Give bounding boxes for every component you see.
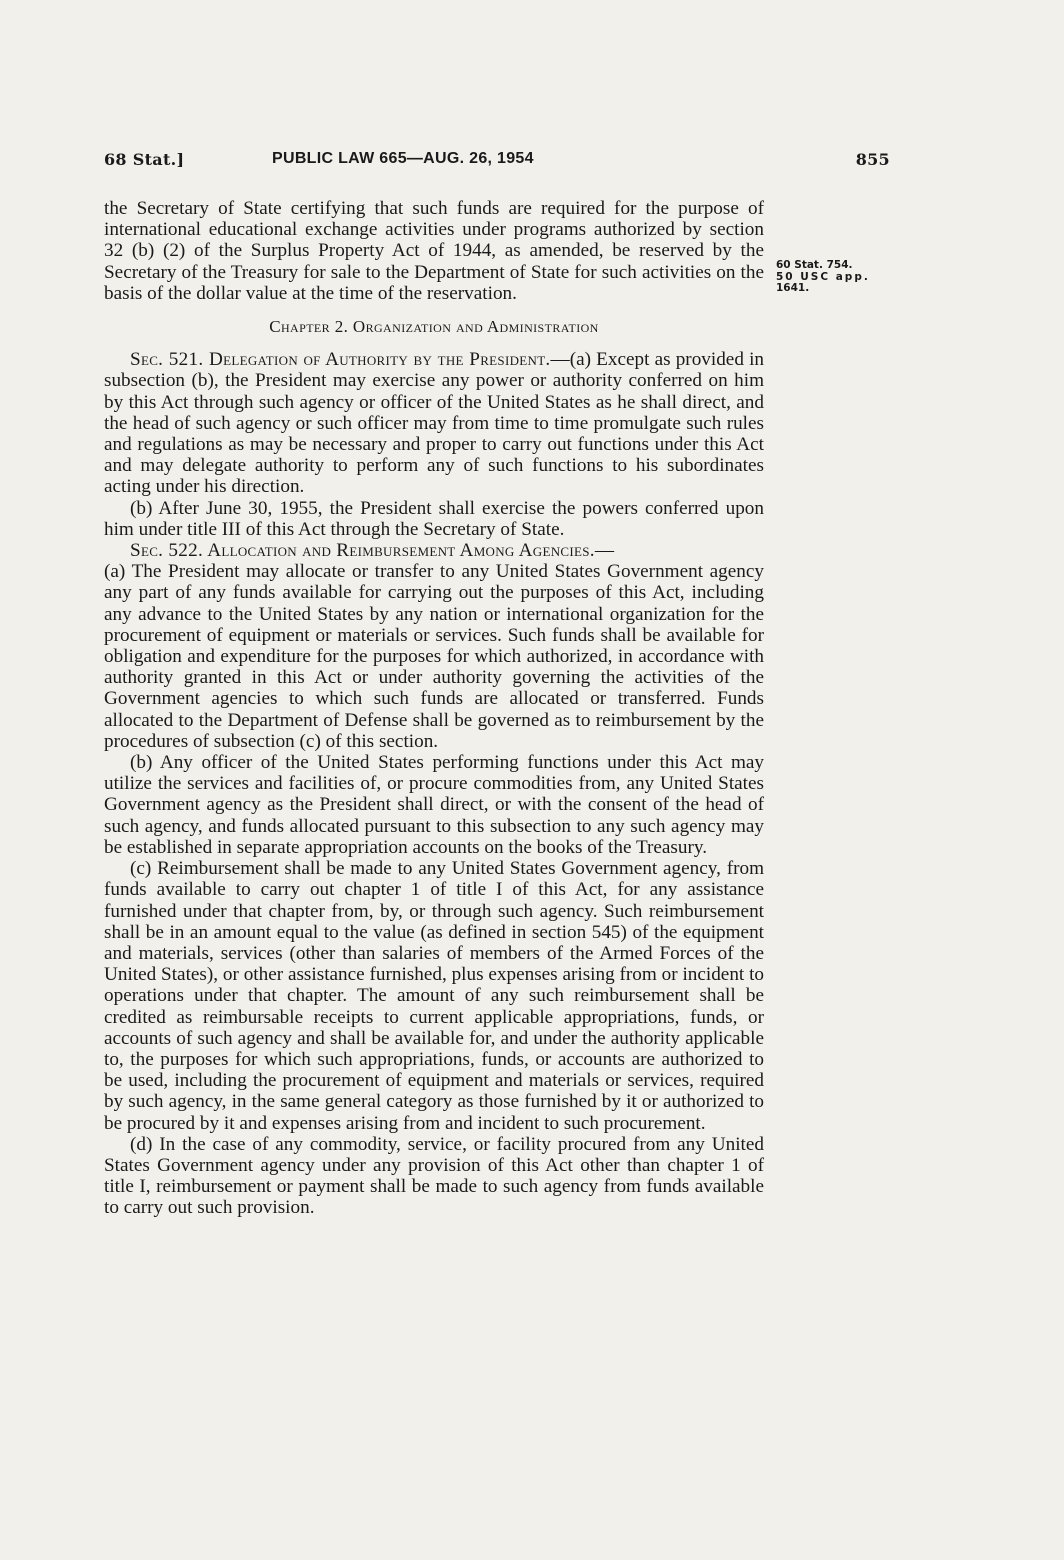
section-522-heading-line (104, 540, 764, 561)
section-522-a: (a) The President may allocate or transfer to any United States Government agency any part of any funds available for carrying out the purposes of this Act, including any advance to the United States by any nation or international organization for the procurement of equipment or materials or services. Such funds shall be available for obligation and expenditure for the purposes for which authorized, in accordance with authority granted in this Act or under authority governing the activities of the Government agencies to which such funds are allocated or transferred. Funds allocated to the Department of Defense shall be governed as to reimbursement by the procedures of subsection (c) of this section. (104, 561, 764, 752)
margin-citation-line: 50 USC app. (776, 270, 870, 283)
page-number: 855 (855, 150, 890, 169)
section-521-heading: Sec. 521. Delegation of Authority by the President. (130, 349, 551, 371)
section-521-b: (b) After June 30, 1955, the President shall exercise the powers conferred upon him under title III of this Act through the Secretary of State. (104, 497, 764, 540)
section-522-b: (b) Any officer of the United States performing functions under this Act may utilize the services and facilities of, or procure commodities from, any United States Government agency as the President shall direct, or with the consent of the head of such agency, and funds allocated pursuant to this subsection to any such agency may be established in separate appropriation accounts on the books of the Treasury. (104, 752, 764, 858)
page-body (104, 198, 764, 1219)
section-522-heading: Sec. 522. Allocation and Reimbursement Among Agencies. (130, 540, 595, 562)
margin-citation-line: 60 Stat. 754. (776, 259, 853, 271)
margin-citation (776, 260, 926, 295)
margin-citation-line: 1641. (776, 282, 810, 294)
section-521-a (104, 349, 764, 497)
chapter-heading: Chapter 2. Organization and Administration (269, 317, 599, 337)
section-522-heading-dash: — (594, 540, 615, 562)
section-522-c: (c) Reimbursement shall be made to any United States Government agency, from funds available to carry out chapter 1 of title I of this Act, for any assistance furnished under that chapter from, by, or through such agency. Such reimbursement shall be in an amount equal to the value (as defined in section 545) of the equipment and materials, services (other than salaries of members of the Armed Forces of the United States), or other assistance furnished, plus expenses arising from or incident to operations under that chapter. The amount of any such reimbursement shall be credited as reimbursable receipts to current applicable appropriations, funds, or accounts of such agency and shall be available for, and under the authority applicable to, the purposes for which such appropriations, funds, or accounts are authorized to be used, including the procurement of equipment and materials or services, required by such agency, in the same general category as those furnished by it or authorized to be procured by it and expenses arising from and incident to such procurement. (104, 858, 764, 1134)
running-title: PUBLIC LAW 665—AUG. 26, 1954 (272, 150, 534, 167)
page-header (104, 150, 890, 174)
section-522-d: (d) In the case of any commodity, service, or facility procured from any United States Government agency under any provision of this Act other than chapter 1 of title I, reimbursement or payment shall be made to such agency from funds available to carry out such provision. (104, 1133, 764, 1219)
statute-volume: 68 Stat.] (104, 150, 185, 169)
section-521-a-text: —(a) Except as provided in subsection (b), the President may exercise any power or authority conferred on him by this Act through such agency or officer of the United States as he shall direct, and the head of such agency or such officer may from time to time promulgate such rules and regulations as may be necessary and proper to carry out functions under this Act and may delegate authority to perform any of such functions to his subordinates acting under his direction. (104, 349, 764, 498)
continued-paragraph: the Secretary of State certifying that such funds are required for the purpose of international educational exchange activities under programs authorized by section 32 (b) (2) of the Surplus Property Act of 1944, as amended, be reserved by the Secretary of the Treasury for sale to the Department of State for such activities on the basis of the dollar value at the time of the reservation. (104, 198, 764, 304)
